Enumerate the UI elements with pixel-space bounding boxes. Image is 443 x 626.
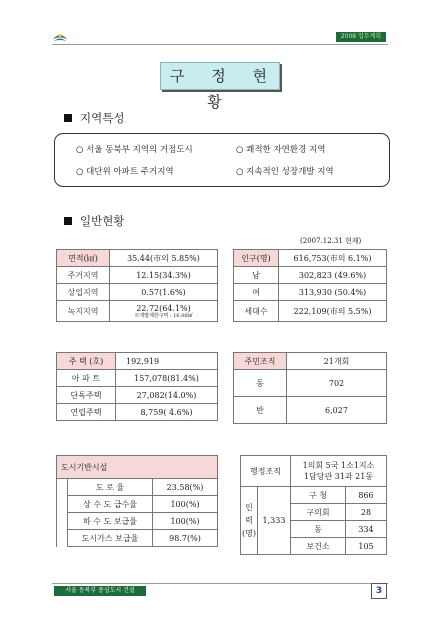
infra-row-value: 100(%) [153, 513, 218, 530]
infra-spacer [57, 479, 68, 547]
infra-row-value: 98.7(%) [153, 530, 218, 547]
district-logo-icon [52, 32, 68, 44]
population-row-label: 여 [234, 284, 279, 301]
area-row-value: 22.72(64.1%) [136, 303, 191, 313]
footer-divider [52, 583, 388, 584]
infra-row-label: 도 로 율 [68, 479, 153, 496]
feature-item: ○ 쾌적한 자연환경 지역 [236, 145, 326, 155]
section-general-heading: 일반현황 [64, 213, 124, 229]
infra-row-label: 상 수 도 급수율 [68, 496, 153, 513]
page-number: 3 [371, 583, 387, 599]
resident-org-header-label: 주민조직 [234, 353, 287, 370]
housing-row-label: 연립주택 [57, 404, 116, 421]
admin-header-value [291, 456, 387, 487]
housing-row-value: 27,082(14.0%) [116, 387, 218, 404]
population-table [233, 249, 387, 322]
admin-row-value: 105 [346, 538, 387, 555]
area-header-label: 면적(㎢) [57, 250, 110, 267]
square-bullet-icon [64, 217, 72, 225]
admin-row-label: 구의회 [291, 504, 346, 521]
footer-badge: 서울 동북부 중심도시 건설 [54, 586, 146, 596]
area-row-value: 0.57(1.6%) [110, 284, 218, 301]
admin-table [240, 455, 387, 555]
admin-header-line-1: 1의회 5국 1소1지소 [302, 461, 375, 470]
square-bullet-icon [64, 114, 72, 122]
housing-header-value: 192,919 [116, 353, 218, 370]
infra-row-label: 도시가스 보급율 [68, 530, 153, 547]
admin-staff-label: 인 력 (명) [241, 487, 258, 555]
population-header-value: 616,753(市의 6.1%) [279, 250, 387, 267]
resident-org-row-value: 6,027 [287, 397, 387, 424]
infra-row-value: 100(%) [153, 496, 218, 513]
area-row-label: 상업지역 [57, 284, 110, 301]
population-row-label: 남 [234, 267, 279, 284]
population-header-label: 인구(명) [234, 250, 279, 267]
resident-org-row-label: 동 [234, 370, 287, 397]
admin-header-line-2: 1담당관 31과 21동 [303, 472, 374, 481]
area-row-value: 12.15(34.3%) [110, 267, 218, 284]
admin-row-label: 구 청 [291, 487, 346, 504]
infra-row-label: 하 수 도 보급율 [68, 513, 153, 530]
resident-org-row-label: 반 [234, 397, 287, 424]
area-row-label: 주거지역 [57, 267, 110, 284]
resident-org-table [233, 352, 387, 424]
housing-row-value: 157,078(81.4%) [116, 370, 218, 387]
area-row-label: 녹지지역 [57, 301, 110, 322]
infra-header: 도시기반시설 [57, 456, 218, 479]
population-row-value: 302,823 (49.6%) [279, 267, 387, 284]
housing-row-value: 8,759( 4.6%) [116, 404, 218, 421]
reference-date: (2007.12.31 현재) [300, 237, 362, 245]
housing-header-label: 주 택 (호) [57, 353, 116, 370]
feature-item: ○ 대단위 아파트 주거지역 [76, 167, 174, 177]
page-title: 구 정 현 황 [160, 62, 280, 90]
admin-row-value: 866 [346, 487, 387, 504]
housing-row-label: 단독주택 [57, 387, 116, 404]
header-badge: 2008 업무계획 [336, 32, 386, 42]
admin-row-label: 동 [291, 521, 346, 538]
admin-row-label: 보건소 [291, 538, 346, 555]
infra-row-value: 23.58(%) [153, 479, 218, 496]
resident-org-header-value: 21개회 [287, 353, 387, 370]
resident-org-row-value: 702 [287, 370, 387, 397]
header-divider [52, 44, 388, 45]
admin-row-value: 334 [346, 521, 387, 538]
population-row-label: 세대수 [234, 301, 279, 322]
infra-table [56, 455, 218, 547]
population-row-value: 313,930 (50.4%) [279, 284, 387, 301]
regional-features-box [54, 133, 390, 187]
section-regional-heading: 지역특성 [64, 110, 124, 126]
area-header-value: 35.44(市의 5.85%) [110, 250, 218, 267]
feature-item: ○ 지속적인 성장개발 지역 [236, 167, 334, 177]
area-table [56, 249, 218, 322]
housing-table [56, 352, 218, 421]
admin-row-value: 28 [346, 504, 387, 521]
area-row-value-cell [110, 301, 218, 322]
admin-staff-total: 1,333 [258, 487, 291, 555]
area-note: ※개발제한구역 : 16.06㎢ [134, 312, 193, 319]
feature-item: ○ 서울 동북부 지역의 거점도시 [76, 145, 193, 155]
population-row-value: 222,109(市의 5.5%) [279, 301, 387, 322]
admin-header-label: 행정조직 [241, 456, 291, 487]
housing-row-label: 아 파 트 [57, 370, 116, 387]
